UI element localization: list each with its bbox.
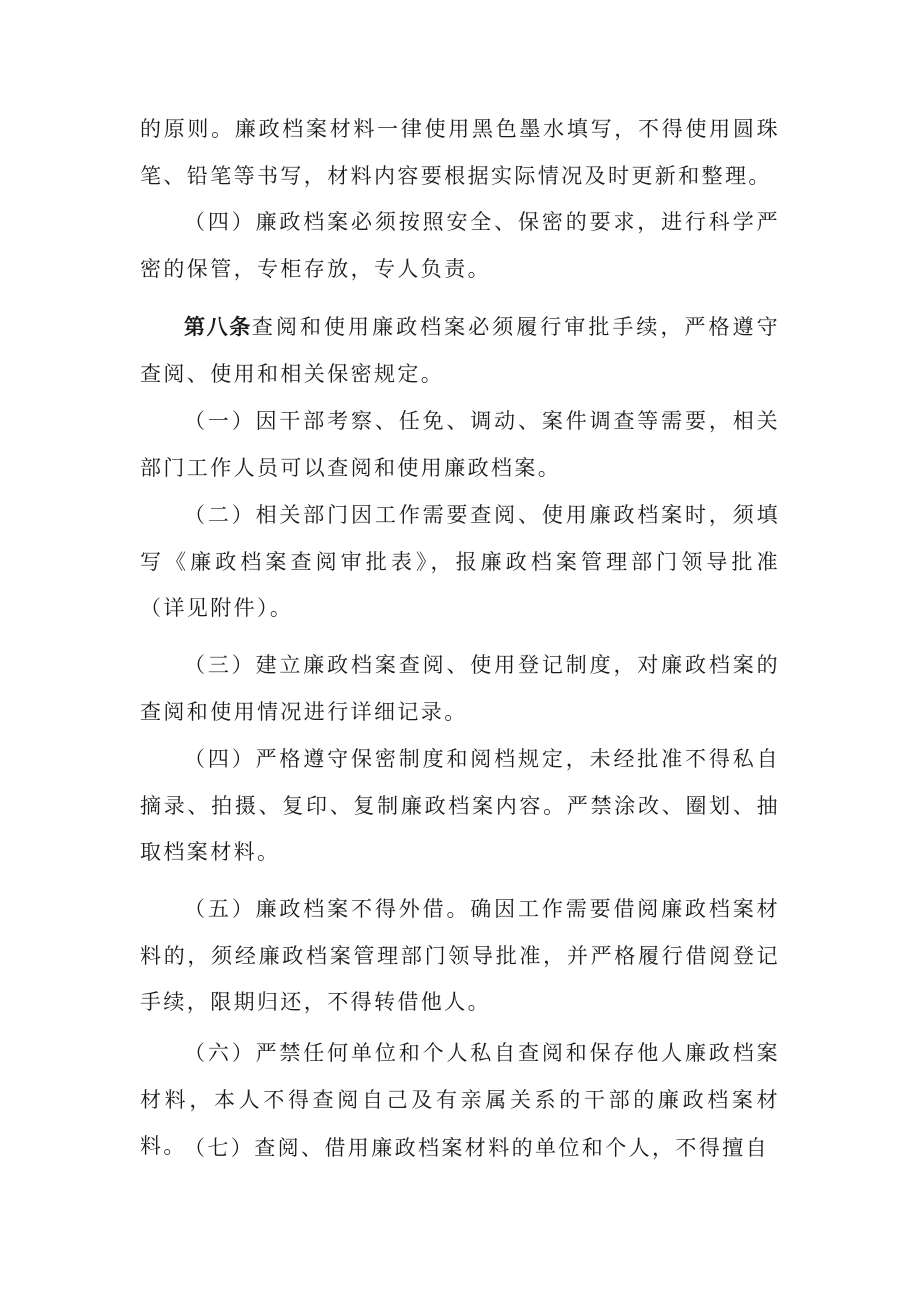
paragraph-item-5	[140, 886, 780, 1026]
paragraph-item-7	[140, 1125, 780, 1172]
paragraph-item-4-confidentiality	[140, 736, 780, 876]
paragraph-text: （三）建立廉政档案查阅、使用登记制度，对廉政档案的查阅和使用情况进行详细记录。	[140, 653, 780, 724]
paragraph-text: （六）严禁任何单位和个人私自查阅和保存他人廉政档案材料，本人不得查阅自己及有亲属关系的干部的廉政档案材料。	[140, 1041, 780, 1158]
paragraph-text: 的原则。廉政档案材料一律使用黑色墨水填写，不得使用圆珠笔、铅笔等书写，材料内容要根据实际情况及时更新和整理。	[140, 117, 780, 188]
paragraph-text: （二）相关部门因工作需要查阅、使用廉政档案时，须填写《廉政档案查阅审批表》，报廉政档案管理部门领导批准（详见附件）。	[140, 503, 780, 620]
paragraph-text: （四）廉政档案必须按照安全、保密的要求，进行科学严密的保管，专柜存放，专人负责。	[140, 210, 780, 281]
paragraph-item-1	[140, 398, 780, 491]
paragraph-item-3	[140, 642, 780, 735]
paragraph-text: （一）因干部考察、任免、调动、案件调查等需要，相关部门工作人员可以查阅和使用廉政档案。	[140, 409, 780, 480]
paragraph-item-2	[140, 492, 780, 632]
paragraph-article-8	[140, 304, 780, 397]
paragraph-text: （五）廉政档案不得外借。确因工作需要借阅廉政档案材料的，须经廉政档案管理部门领导批准，并严格履行借阅登记手续，限期归还，不得转借他人。	[140, 897, 780, 1014]
paragraph-text: （七）查阅、借用廉政档案材料的单位和个人，不得擅自	[184, 1136, 769, 1160]
paragraph-text: （四）严格遵守保密制度和阅档规定，未经批准不得私自摘录、拍摄、复印、复制廉政档案内容。严禁涂改、圈划、抽取档案材料。	[140, 747, 780, 864]
paragraph-text: 查阅和使用廉政档案必须履行审批手续，严格遵守查阅、使用和相关保密规定。	[140, 315, 780, 386]
article-label: 第八条	[184, 315, 252, 339]
paragraph-item-4-storage	[140, 199, 780, 292]
paragraph-principle-continuation	[140, 106, 780, 199]
